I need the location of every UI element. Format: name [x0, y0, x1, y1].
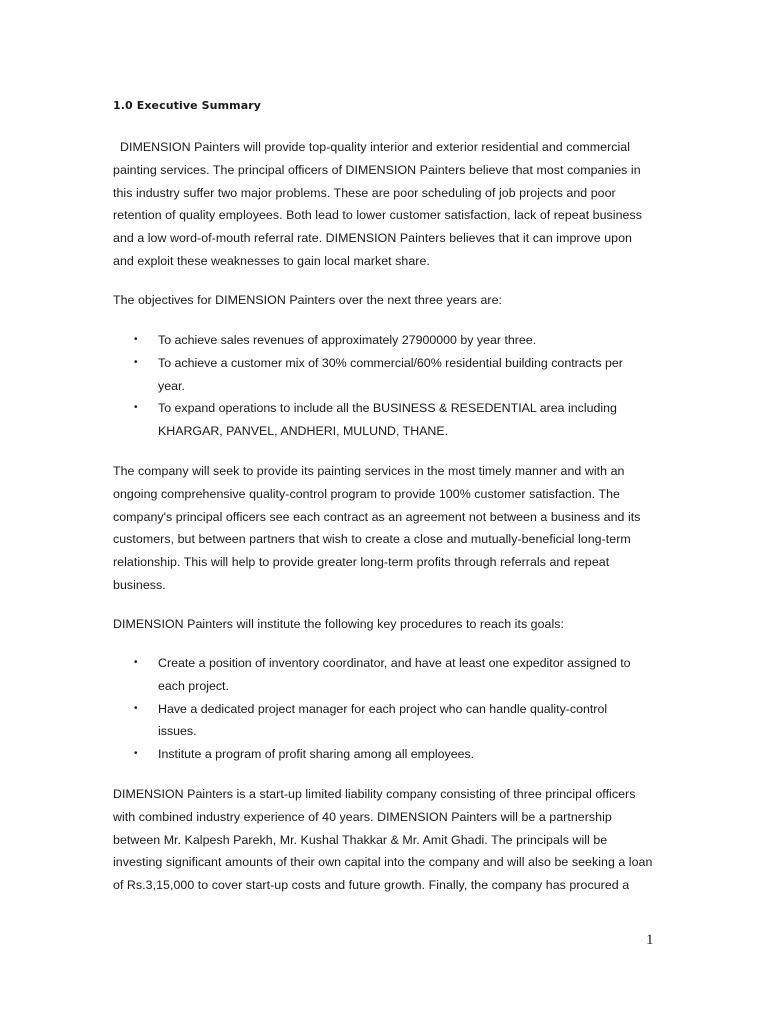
- list-item: [113, 698, 673, 744]
- text-line: and exploit these weaknesses to gain local market share.: [113, 253, 430, 268]
- list-item: [113, 397, 673, 443]
- text-line: retention of quality employees. Both lead to lower customer satisfaction, lack of repeat business: [113, 208, 642, 223]
- closing-paragraph: [113, 783, 673, 897]
- list-item: [113, 329, 673, 352]
- list-item: [113, 743, 673, 766]
- text-line: relationship. This will help to provide greater long-term profits through referrals and repeat: [113, 555, 610, 570]
- list-item: [113, 652, 673, 698]
- bullet-icon: •: [134, 402, 138, 414]
- text-line: investing significant amounts of their own capital into the company and will also be seeking a loan: [113, 855, 653, 870]
- text-line: To achieve sales revenues of approximately 27900000 by year three.: [158, 333, 537, 347]
- procedures-intro: [113, 613, 673, 636]
- procedures-list: [113, 652, 673, 766]
- text-line: To achieve a customer mix of 30% commercial/60% residential building contracts per: [158, 355, 623, 370]
- list-item: [113, 352, 673, 398]
- text-line: this industry suffer two major problems. These are poor scheduling of job projects and poor: [113, 185, 616, 200]
- text-line: issues.: [158, 724, 197, 739]
- text-line: business.: [113, 577, 166, 592]
- text-line: of Rs.3,15,000 to cover start-up costs and future growth. Finally, the company has procured a: [113, 878, 630, 893]
- text-line: company's principal officers see each contract as an agreement not between a business and its: [113, 509, 641, 524]
- text-line: The company will seek to provide its painting services in the most timely manner and with an: [113, 464, 625, 478]
- objectives-intro: [113, 289, 673, 312]
- text-line: To expand operations to include all the BUSINESS & RESEDENTIAL area including: [158, 401, 617, 416]
- text-line: painting services. The principal officers of DIMENSION Painters believe that most companies in: [113, 162, 641, 177]
- text-line: DIMENSION Painters will provide top-quality interior and exterior residential and commercial: [113, 140, 631, 154]
- text-line: Create a position of inventory coordinator, and have at least one expeditor assigned to: [158, 656, 631, 670]
- bullet-icon: •: [134, 356, 138, 368]
- bullet-icon: •: [134, 702, 138, 714]
- company-paragraph: [113, 460, 673, 597]
- text-line: Institute a program of profit sharing among all employees.: [158, 747, 475, 762]
- text-line: year.: [158, 378, 185, 393]
- intro-paragraph: [113, 136, 673, 273]
- section-heading: 1.0 Executive Summary: [113, 99, 262, 112]
- text-line: each project.: [158, 678, 229, 693]
- bullet-icon: •: [134, 657, 138, 668]
- text-line: The objectives for DIMENSION Painters over the next three years are:: [113, 293, 503, 307]
- text-line: DIMENSION Painters will institute the following key procedures to reach its goals:: [113, 617, 565, 631]
- page-number: 1: [646, 932, 654, 948]
- text-line: Have a dedicated project manager for each project who can handle quality-control: [158, 701, 608, 716]
- text-line: with combined industry experience of 40 years. DIMENSION Painters will be a partnership: [113, 809, 612, 824]
- text-line: ongoing comprehensive quality-control program to provide 100% customer satisfaction. The: [113, 486, 620, 501]
- bullet-icon: •: [134, 334, 138, 345]
- text-line: KHARGAR, PANVEL, ANDHERI, MULUND, THANE.: [158, 424, 449, 439]
- objectives-list: [113, 329, 673, 443]
- text-line: and a low word-of-mouth referral rate. DIMENSION Painters believes that it can improve upon: [113, 231, 632, 246]
- bullet-icon: •: [134, 748, 138, 760]
- text-line: between Mr. Kalpesh Parekh, Mr. Kushal Thakkar & Mr. Amit Ghadi. The principals will be: [113, 832, 608, 847]
- text-line: DIMENSION Painters is a start-up limited liability company consisting of three principal officers: [113, 787, 636, 801]
- text-line: customers, but between partners that wish to create a close and mutually-beneficial long-term: [113, 532, 631, 547]
